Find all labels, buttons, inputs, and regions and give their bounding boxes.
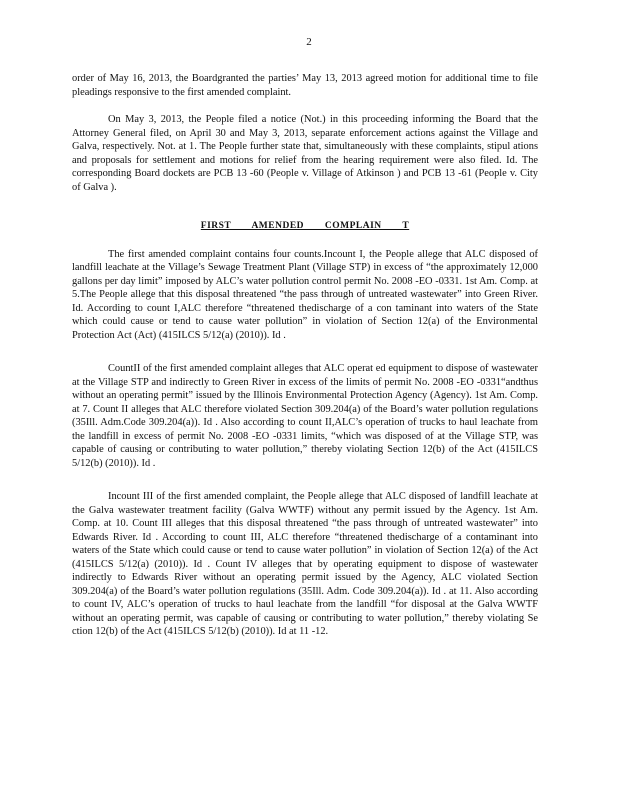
page-number: 2: [306, 36, 312, 48]
paragraph-5: Incount III of the first amended complaint, the People allege that ALC disposed of landfill leachate at the Galva wastewater treatment facility (Galva WWTF) without any permit issued by the Agency. 1st Am. Comp. at 10. Count III alleges that this disposal threatened “the pass through of untreated wastewater” into Edwards River. Id . According to count III, ALC therefore “threatened thedischarge of a contaminant into waters of the State which could cause or tend to cause water pollution” in violation of Section 12(a) of the Act (415ILCS 5/12(a) (2010)). Id . Count IV alleges that by operating equipment to dispose of wastewater indirectly to Edwards River without an operating permit issued by the Agency, ALC violated Section 309.204(a) of the Board’s water pollution regulations (35Ill. Adm. Code 309.204(a)). Id . at 11. Also according to count IV, ALC’s operation of trucks to haul leachate from the landfill “for disposal at the Galva WWTF without an operating permit, was capable of causing or contributing to water pollution,” thereby violating Se ction 12(b) of the Act (415ILCS 5/12(b) (2010)). Id at 11 -12.: [72, 491, 538, 637]
paragraph-1: order of May 16, 2013, the Boardgranted the parties’ May 13, 2013 agreed motion for additional time to file pleadings responsive to the first amended complaint.: [72, 73, 538, 98]
paragraph-4: CountII of the first amended complaint alleges that ALC operat ed equipment to dispose of wastewater at the Village STP and indirectly to Green River in excess of the limits of permit No. 2008 -EO -0331“andthus without an operating permit” issued by the Illinois Environmental Protection Agency (Agency). 1st Am. Comp. at 7. Count II alleges that ALC therefore violated Section 309.204(a) of the Board’s water pollution regulations (35Ill. Adm.Code 309.204(a)). Id . Also according to count II,ALC’s operation of trucks to haul leachate from the landfill in excess of permit No. 2008 -EO -0331 limits, “which was disposed of at the Village STP, was capable of causing or contributing to water pollution,” thereby violating Section 12(b) of the Act (415ILCS 5/12(b) (2010)). Id .: [72, 363, 538, 469]
paragraph-2: On May 3, 2013, the People filed a notice (Not.) in this proceeding informing the Board that the Attorney General filed, on April 30 and May 3, 2013, separate enforcement actions against the Village and Galva, respectively. Not. at 1. The People further state that, simultaneously with these complaints, stipul ations and proposals for settlement and motions for relief from the hearing requirement were also filed. Id. The corresponding Board dockets are PCB 13 -60 (People v. Village of Atkinson ) and PCB 13 -61 (People v. City of Galva ).: [72, 114, 538, 193]
document-body: [72, 72, 538, 653]
section-heading: FIRST AMENDED COMPLAIN T: [200, 221, 410, 231]
paragraph-3: The first amended complaint contains four counts.Incount I, the People allege that ALC disposed of landfill leachate at the Village’s Sewage Treatment Plant (Village STP) in excess of “the approximately 12,000 gallons per day limit” imposed by ALC’s water pollution control permit No. 2008 -EO -0331. 1st Am. Comp. at 5.The People allege that this disposal threatened “the pass through of untreated wastewater” into Green River. Id. According to count I,ALC therefore “threatened thedischarge of a con taminant into waters of the State which could cause or tend to cause water pollution” in violation of Section 12(a) of the Environmental Protection Act (Act) (415ILCS 5/12(a) (2010)). Id .: [72, 248, 538, 341]
